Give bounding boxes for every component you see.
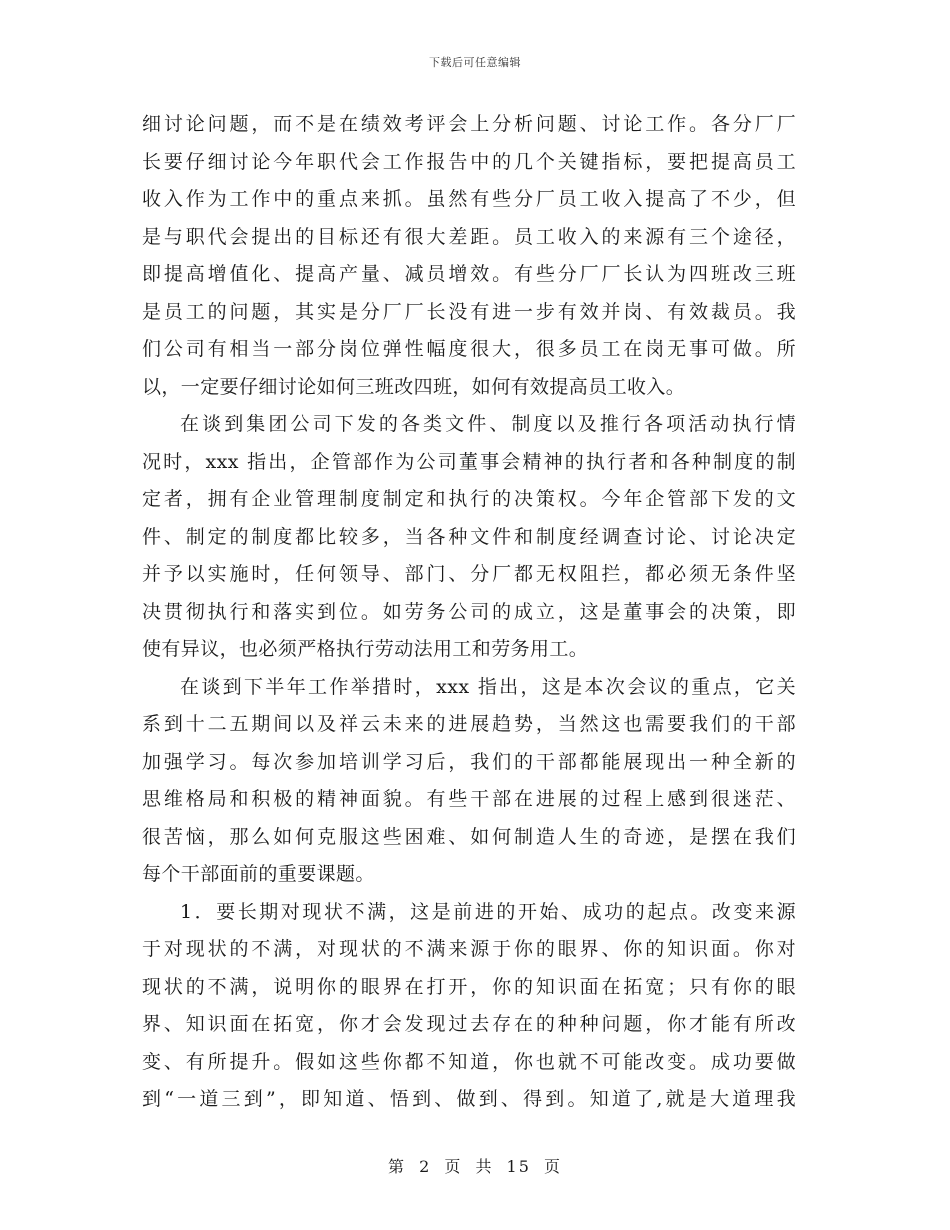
paragraph: [142, 406, 796, 669]
text-line: 1．要长期对现状不满，这是前进的开始、成功的起点。改变来源: [180, 900, 796, 923]
text-line: 于对现状的不满，对现状的不满来源于你的眼界、你的知识面。你对: [142, 938, 796, 960]
text-line: 加强学习。每次参加培训学习后，我们的干部都能展现出一种全新的: [142, 750, 796, 773]
text-line: 况时，xxx 指出，企管部作为公司董事会精神的执行者和各种制度的制: [142, 450, 796, 473]
text-line: 决贯彻执行和落实到位。如劳务公司的成立，这是董事会的决策，即: [142, 600, 796, 623]
text-line: 长要仔细讨论今年职代会工作报告中的几个关键指标，要把提高员工: [142, 150, 796, 173]
page-footer: 第 2 页 共 15 页: [388, 1157, 562, 1176]
text-line: 是员工的问题，其实是分厂厂长没有进一步有效并岗、有效裁员。我: [142, 300, 796, 323]
text-line: 到“一道三到”，即知道、悟到、做到、得到。知道了,就是大道理我: [142, 1088, 796, 1110]
paragraph: [142, 894, 796, 1119]
text-line: 收入作为工作中的重点来抓。虽然有些分厂员工收入提高了不少，但: [142, 188, 796, 210]
text-line: 以，一定要仔细讨论如何三班改四班，如何有效提高员工收入。: [142, 375, 686, 398]
text-line: 们公司有相当一部分岗位弹性幅度很大，很多员工在岗无事可做。所: [142, 338, 796, 360]
text-line: 每个干部面前的重要课题。: [142, 863, 375, 885]
text-line: 使有异议，也必须严格执行劳动法用工和劳务用工。: [142, 638, 589, 660]
text-line: 界、知识面在拓宽，你才会发现过去存在的种种问题，你才能有所改: [142, 1013, 796, 1035]
text-line: 细讨论问题，而不是在绩效考评会上分析问题、讨论工作。各分厂厂: [142, 113, 796, 135]
paragraph: [142, 106, 796, 406]
text-line: 现状的不满，说明你的眼界在打开，你的知识面在拓宽；只有你的眼: [142, 975, 796, 998]
text-line: 思维格局和积极的精神面貌。有些干部在进展的过程上感到很迷茫、: [142, 788, 796, 810]
paragraph: [142, 669, 796, 894]
text-line: 变、有所提升。假如这些你都不知道，你也就不可能改变。成功要做: [142, 1050, 796, 1073]
text-line: 很苦恼，那么如何克服这些困难、如何制造人生的奇迹，是摆在我们: [142, 825, 796, 848]
text-line: 在谈到下半年工作举措时，xxx 指出，这是本次会议的重点，它关: [180, 675, 796, 698]
text-line: 系到十二五期间以及祥云未来的进展趋势，当然这也需要我们的干部: [142, 713, 796, 735]
text-line: 是与职代会提出的目标还有很大差距。员工收入的来源有三个途径，: [142, 225, 796, 248]
text-line: 件、制定的制度都比较多，当各种文件和制度经调查讨论、讨论决定: [142, 525, 796, 548]
text-line: 即提高增值化、提高产量、减员增效。有些分厂厂长认为四班改三班: [142, 263, 796, 285]
text-line: 并予以实施时，任何领导、部门、分厂都无权阻拦，都必须无条件坚: [142, 563, 796, 585]
text-line: 定者，拥有企业管理制度制定和执行的决策权。今年企管部下发的文: [142, 488, 796, 510]
page-header: 下载后可任意编辑: [429, 56, 521, 69]
body-text: [142, 106, 796, 1119]
text-line: 在谈到集团公司下发的各类文件、制度以及推行各项活动执行情: [180, 413, 796, 435]
